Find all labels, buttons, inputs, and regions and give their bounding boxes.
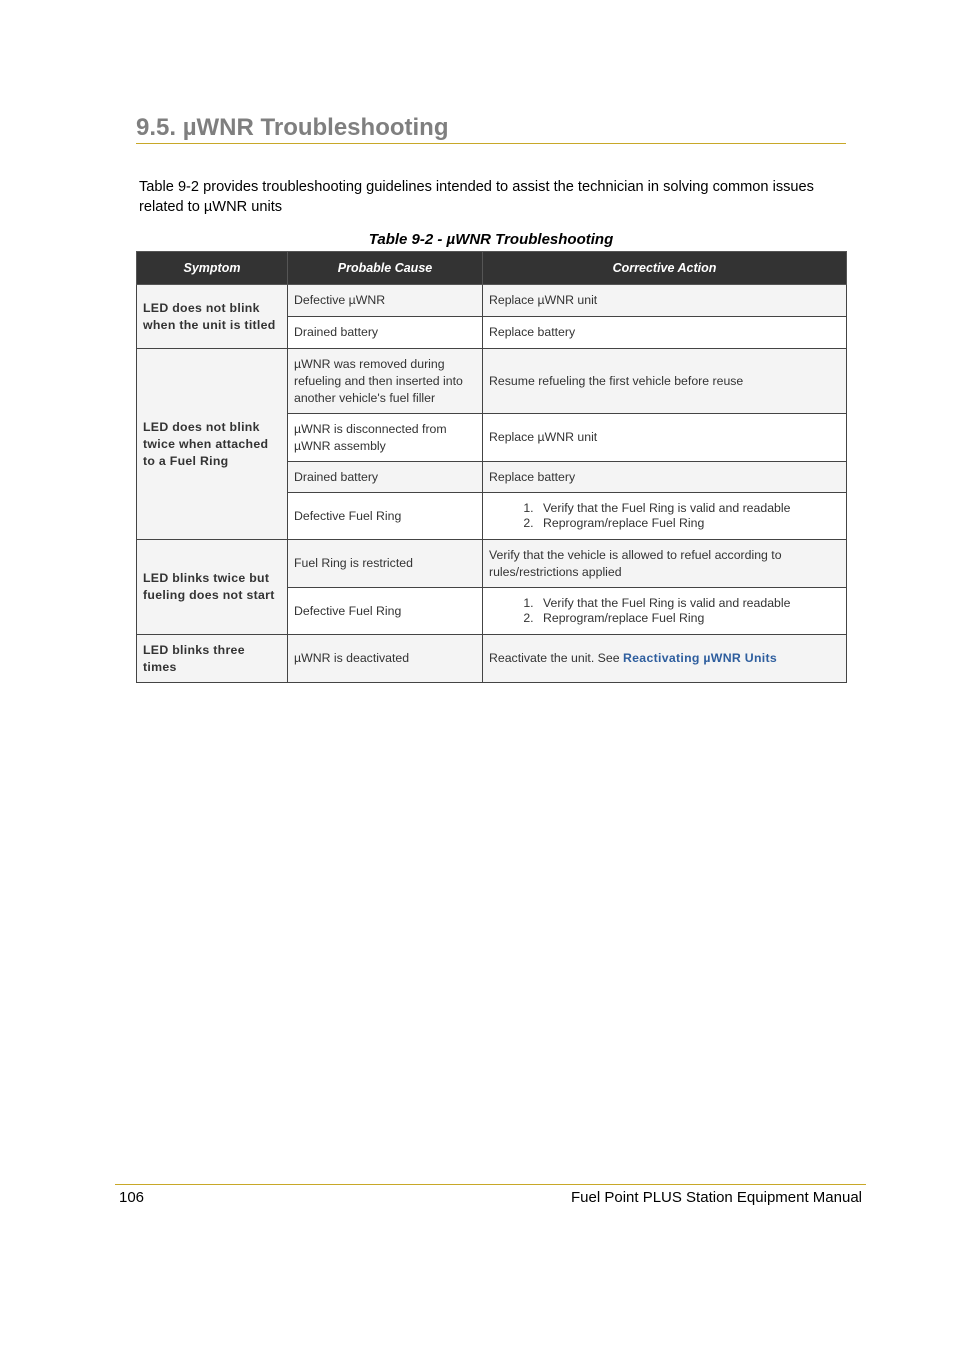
table-caption: Table 9-2 - µWNR Troubleshooting [368, 231, 614, 248]
manual-title: Fuel Point PLUS Station Equipment Manual [571, 1189, 862, 1206]
table-header-row [137, 252, 847, 285]
action-step: 2. Reprogram/replace Fuel Ring [537, 516, 840, 532]
cause-cell: µWNR is disconnected from µWNR assembly [288, 414, 483, 462]
footer-rule [115, 1184, 866, 1185]
action-cell: Verify that the vehicle is allowed to refuel according to rules/restrictions applied [483, 540, 847, 588]
intro-paragraph: Table 9-2 provides troubleshooting guidelines intended to assist the technician in solving common issues related to µWNR units [139, 179, 814, 215]
action-cell: Replace battery [483, 462, 847, 493]
cause-cell: Drained battery [288, 462, 483, 493]
cause-cell: Drained battery [288, 317, 483, 349]
cause-cell: µWNR was removed during refueling and then inserted into another vehicle's fuel filler [288, 349, 483, 414]
action-cell: Replace battery [483, 317, 847, 349]
table-row [137, 349, 847, 414]
troubleshooting-table [136, 251, 847, 683]
cause-cell: Defective Fuel Ring [288, 493, 483, 540]
action-cell: Replace µWNR unit [483, 285, 847, 317]
page-number: 106 [119, 1189, 145, 1206]
header-corrective-action: Corrective Action [483, 252, 847, 285]
table-row [137, 635, 847, 683]
header-probable-cause: Probable Cause [288, 252, 483, 285]
symptom-cell: LED does not blink twice when attached to a Fuel Ring [137, 349, 288, 540]
symptom-cell: LED blinks twice but fueling does not start [137, 540, 288, 635]
reactivating-units-link[interactable]: Reactivating µWNR Units [622, 651, 778, 665]
cause-cell: µWNR is deactivated [288, 635, 483, 683]
action-step: 2. Reprogram/replace Fuel Ring [537, 611, 840, 627]
action-steps-list [489, 501, 840, 532]
cause-cell: Defective Fuel Ring [288, 588, 483, 635]
header-symptom: Symptom [137, 252, 288, 285]
cause-cell: Fuel Ring is restricted [288, 540, 483, 588]
action-steps-list [489, 596, 840, 627]
action-cell [483, 635, 847, 683]
action-cell [483, 588, 847, 635]
section-heading: 9.5. µWNR Troubleshooting [136, 113, 846, 144]
symptom-cell: LED blinks three times [137, 635, 288, 683]
table-row [137, 285, 847, 317]
action-step: 1. Verify that the Fuel Ring is valid and readable [537, 501, 840, 517]
action-text: Reactivate the unit. See [489, 651, 623, 665]
cause-cell: Defective µWNR [288, 285, 483, 317]
action-step: 1. Verify that the Fuel Ring is valid and readable [537, 596, 840, 612]
action-cell [483, 493, 847, 540]
action-cell: Replace µWNR unit [483, 414, 847, 462]
table-row [137, 540, 847, 588]
symptom-cell: LED does not blink when the unit is titled [137, 285, 288, 349]
action-cell: Resume refueling the first vehicle before reuse [483, 349, 847, 414]
